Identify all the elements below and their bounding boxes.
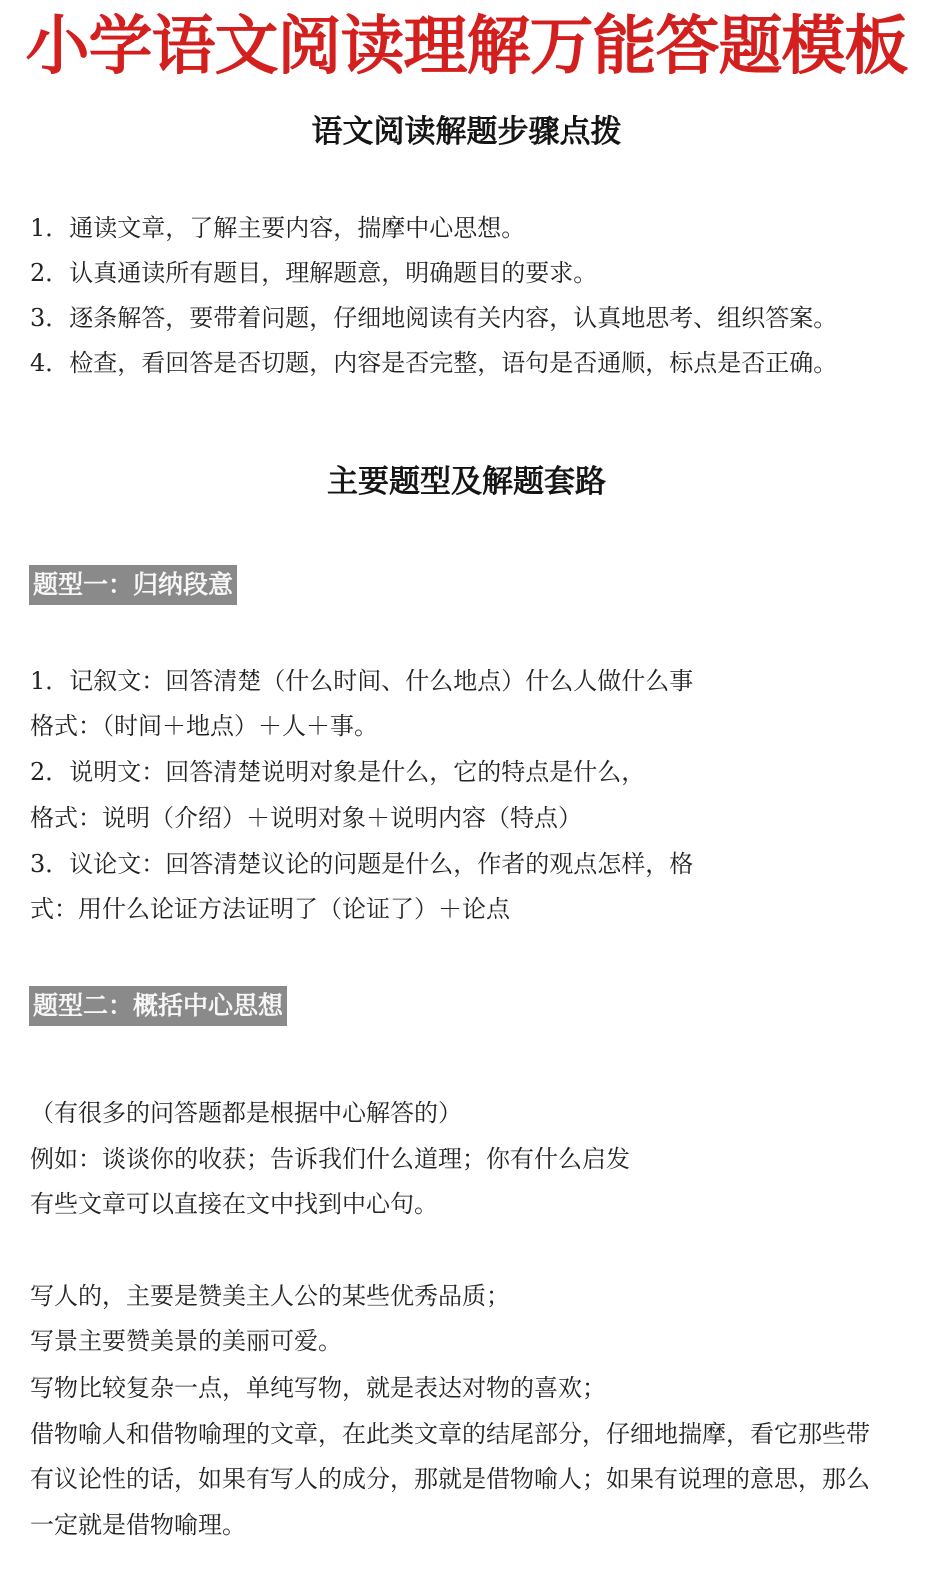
text-line: 例如：谈谈你的收获；告诉我们什么道理；你有什么启发 [30,1145,630,1173]
step-item: 1．通读文章，了解主要内容，揣摩中心思想。 [30,214,526,242]
question-type-tag-1: 题型一：归纳段意 [29,565,237,605]
step-item: 3．逐条解答，要带着问题，仔细地阅读有关内容，认真地思考、组织答案。 [30,304,838,332]
text-line: 2．说明文：回答清楚说明对象是什么，它的特点是什么， [30,758,646,786]
text-line: 写人的，主要是赞美主人公的某些优秀品质； [30,1282,510,1310]
text-line: 式：用什么论证方法证明了（论证了）＋论点 [30,895,510,923]
text-line: 写景主要赞美景的美丽可爱。 [30,1327,342,1355]
page-title: 小学语文阅读理解万能答题模板 [25,10,908,84]
text-line: 3．议论文：回答清楚议论的问题是什么，作者的观点怎样，格 [30,850,694,878]
text-line: 写物比较复杂一点，单纯写物，就是表达对物的喜欢； [30,1374,606,1402]
question-type-tag-2: 题型二：概括中心思想 [29,986,287,1026]
text-line: 有些文章可以直接在文中找到中心句。 [30,1190,438,1218]
section-heading-types: 主要题型及解题套路 [327,464,606,500]
text-line: 有议论性的话，如果有写人的成分，那就是借物喻人；如果有说理的意思，那么 [30,1465,870,1493]
step-item: 4．检查，看回答是否切题，内容是否完整，语句是否通顺，标点是否正确。 [30,349,838,377]
section-heading-steps: 语文阅读解题步骤点拨 [311,114,622,150]
text-line: 格式：（时间＋地点）＋人＋事。 [30,712,378,740]
step-item: 2．认真通读所有题目，理解题意，明确题目的要求。 [30,259,598,287]
text-line: 一定就是借物喻理。 [30,1511,246,1539]
text-line: 1．记叙文：回答清楚（什么时间、什么地点）什么人做什么事 [30,667,694,695]
text-line: （有很多的问答题都是根据中心解答的） [30,1099,462,1127]
text-line: 格式：说明（介绍）＋说明对象＋说明内容（特点） [30,804,582,832]
text-line: 借物喻人和借物喻理的文章，在此类文章的结尾部分，仔细地揣摩，看它那些带 [30,1420,870,1448]
